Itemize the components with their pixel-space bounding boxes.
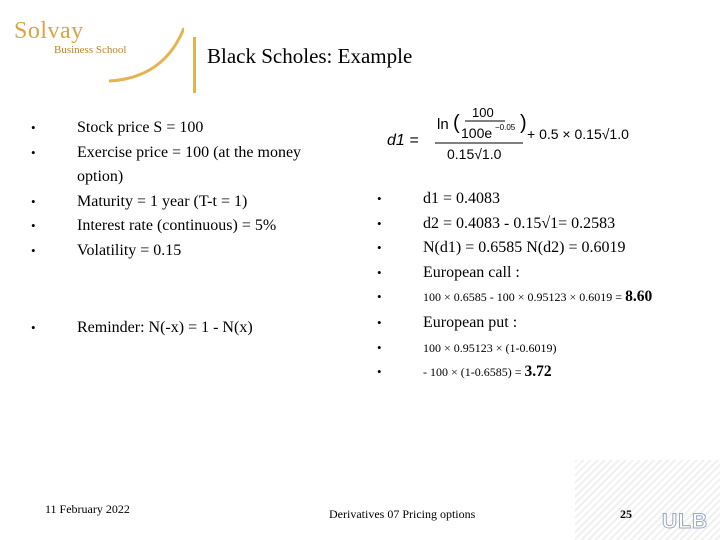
list-item: • Stock price S = 100	[31, 119, 204, 136]
formula-ln: ln	[437, 116, 449, 133]
formula-num: 100	[472, 105, 494, 120]
list-item: • 100 × 0.6585 - 100 × 0.95123 × 0.6019 = 8.60	[377, 288, 653, 305]
put-label: European put :	[423, 314, 518, 331]
svg-text:): )	[520, 112, 527, 134]
formula-exp: −0.05	[495, 123, 516, 132]
list-item: • European call :	[377, 263, 520, 281]
results-list	[377, 187, 707, 384]
formula-rest: + 0.5 × 0.15√1.0	[527, 126, 629, 142]
put-calc-2: - 100 × (1-0.6585) =	[423, 364, 522, 379]
logo-subtext: Business School	[54, 44, 127, 56]
put-value: 3.72	[524, 362, 552, 380]
d1-value: d1 = 0.4083	[423, 190, 501, 207]
reminder-text: Reminder: N(-x) = 1 - N(x)	[77, 319, 253, 336]
svg-text:(: (	[453, 112, 460, 134]
call-label: European call :	[423, 263, 520, 281]
reminder-list	[31, 316, 331, 341]
call-calc: 100 × 0.6585 - 100 × 0.95123 × 0.6019 =	[423, 290, 623, 304]
list-item: • Reminder: N(-x) = 1 - N(x)	[31, 319, 253, 336]
formula-bottom: 0.15√1.0	[447, 146, 502, 162]
solvay-logo	[14, 18, 174, 82]
call-value: 8.60	[625, 288, 653, 305]
put-calc-1: 100 × 0.95123 × (1-0.6019)	[423, 340, 557, 355]
list-item: • d1 = 0.4083	[377, 190, 501, 207]
formula-den: 100e	[461, 125, 493, 141]
title-divider	[193, 37, 196, 93]
list-item: • Maturity = 1 year (T-t = 1)	[31, 192, 248, 210]
footer-title: Derivatives 07 Pricing options	[329, 507, 476, 521]
list-item: • Interest rate (continuous) = 5%	[31, 217, 277, 234]
list-item: • N(d1) = 0.6585 N(d2) = 0.6019	[377, 239, 626, 256]
page-number: 25	[620, 507, 632, 521]
list-item: • Exercise price = 100 (at the money option)	[31, 143, 302, 185]
list-item: • European put :	[377, 314, 518, 331]
formula-lhs: d1 =	[387, 132, 419, 149]
ulb-logo: ULB	[662, 510, 709, 533]
d1-formula	[385, 103, 655, 165]
list-item: • d2 = 0.4083 - 0.15√1= 0.2583	[377, 214, 616, 232]
assumptions-list	[31, 116, 331, 263]
list-item: • Volatility = 0.15	[31, 241, 182, 259]
logo-text: Solvay	[14, 18, 84, 44]
list-item: • 100 × 0.95123 × (1-0.6019)	[377, 339, 557, 355]
nd-values: N(d1) = 0.6585 N(d2) = 0.6019	[423, 239, 626, 256]
footer-date: 11 February 2022	[45, 502, 130, 516]
list-item: • - 100 × (1-0.6585) = 3.72	[377, 362, 552, 380]
d2-value: d2 = 0.4083 - 0.15√1= 0.2583	[423, 214, 616, 232]
slide-title: Black Scholes: Example	[207, 44, 413, 68]
